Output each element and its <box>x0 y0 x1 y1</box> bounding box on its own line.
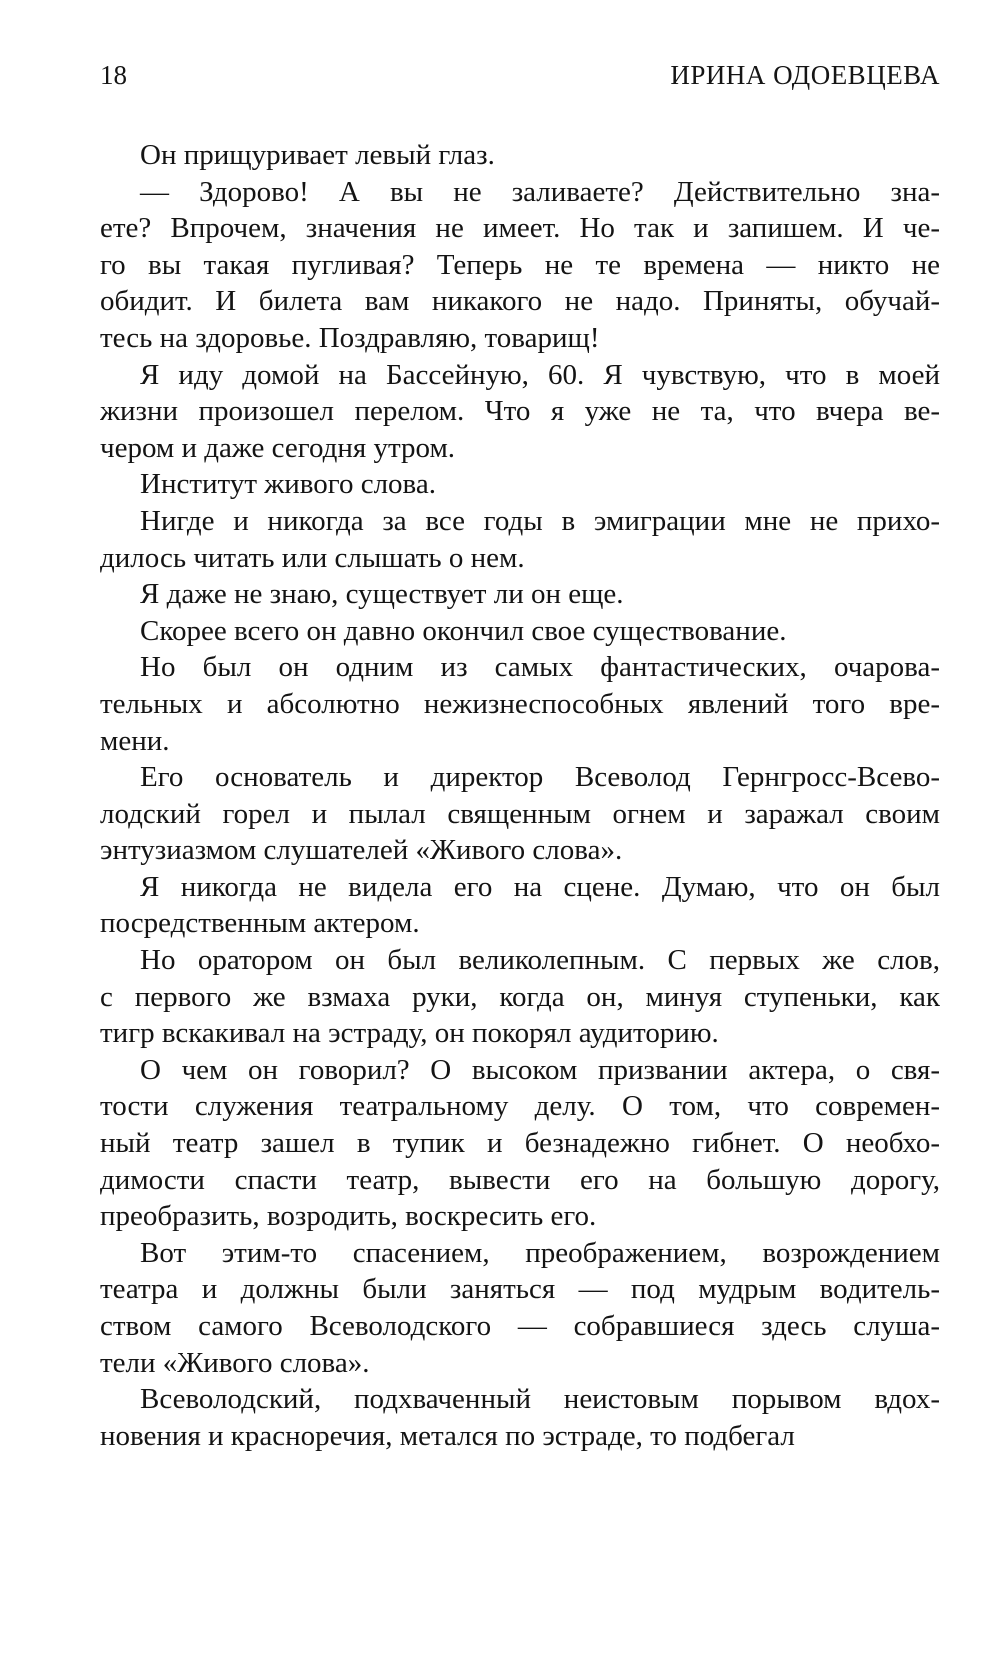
text-line: тельных и абсолютно нежизнеспособных явлений того вре- <box>100 687 940 720</box>
text-line: ный театр зашел в тупик и безнадежно гибнет. О необхо- <box>100 1127 940 1160</box>
paragraph <box>100 1381 940 1454</box>
text-line: посредственным актером. <box>100 907 420 940</box>
text-line: обидит. И билета вам никакого не надо. Приняты, обучай- <box>100 285 940 318</box>
text-line: Институт живого слова. <box>140 468 436 501</box>
page-number: 18 <box>100 60 127 90</box>
text-line: тости служения театральному делу. О том, что современ- <box>100 1090 940 1123</box>
text-line: тесь на здоровье. Поздравляю, товарищ! <box>100 321 600 354</box>
text-line: ством самого Всеволодского — собравшиеся здесь слуша- <box>100 1310 940 1342</box>
text-line: Вот этим-то спасением, преображением, возрождением <box>140 1236 940 1269</box>
paragraph <box>100 869 940 942</box>
text-line: Всеволодский, подхваченный неистовым порывом вдох- <box>140 1383 940 1416</box>
paragraph <box>100 1052 940 1235</box>
text-line: ете? Впрочем, значения не имеет. Но так и запишем. И че- <box>100 212 940 245</box>
text-line: тели «Живого слова». <box>100 1346 370 1379</box>
text-line: чером и даже сегодня утром. <box>100 431 456 464</box>
text-line: го вы такая пугливая? Теперь не те времена — никто не <box>100 248 940 281</box>
paragraph <box>100 576 940 613</box>
paragraph <box>100 137 940 174</box>
paragraph <box>100 649 940 759</box>
text-line: Он прищуривает левый глаз. <box>140 139 495 171</box>
text-line: Скорее всего он давно окончил свое существование. <box>140 614 787 647</box>
text-line: тигр вскакивал на эстраду, он покорял аудиторию. <box>100 1017 719 1050</box>
text-line: преобразить, возродить, воскресить его. <box>100 1200 597 1233</box>
text-line: новения и красноречия, метался по эстраде, то подбегал <box>100 1419 795 1452</box>
text-line: с первого же взмаха руки, когда он, минуя ступеньки, как <box>100 980 940 1013</box>
paragraph <box>100 466 940 503</box>
text-line: мени. <box>100 724 170 757</box>
text-line: Нигде и никогда за все годы в эмиграции мне не прихо- <box>140 504 940 537</box>
text-line: лодский горел и пылал священным огнем и заражал своим <box>100 797 940 830</box>
text-line: Но оратором он был великолепным. С первых же слов, <box>140 944 940 977</box>
text-line: димости спасти театр, вывести его на большую дорогу, <box>100 1163 940 1196</box>
paragraph <box>100 174 940 357</box>
text-line: Я никогда не видела его на сцене. Думаю, что он был <box>140 870 940 903</box>
paragraph <box>100 503 940 576</box>
text-line: Его основатель и директор Всеволод Гернгросс-Всево- <box>140 761 940 794</box>
paragraph <box>100 357 940 467</box>
text-line: театра и должны были заняться — под мудрым водитель- <box>100 1273 940 1306</box>
text-line: Я иду домой на Бассейную, 60. Я чувствую, что в моей <box>140 358 940 391</box>
text-line: жизни произошел перелом. Что я уже не та, что вчера ве- <box>100 395 940 428</box>
text-line: — Здорово! А вы не заливаете? Действительно зна- <box>140 175 940 208</box>
paragraph <box>100 942 940 1052</box>
paragraph <box>100 1235 940 1381</box>
text-line: Я даже не знаю, существует ли он еще. <box>140 578 624 611</box>
text-line: энтузиазмом слушателей «Живого слова». <box>100 834 623 867</box>
paragraph <box>100 759 940 869</box>
text-line: О чем он говорил? О высоком призвании актера, о свя- <box>140 1053 940 1086</box>
paragraph <box>100 613 940 650</box>
running-head <box>100 60 940 100</box>
text-line: Но был он одним из самых фантастических, очарова- <box>140 651 940 684</box>
body-text <box>100 137 940 1454</box>
running-head-author: ИРИНА ОДОЕВЦЕВА <box>670 60 940 90</box>
text-line: дилось читать или слышать о нем. <box>100 541 525 574</box>
